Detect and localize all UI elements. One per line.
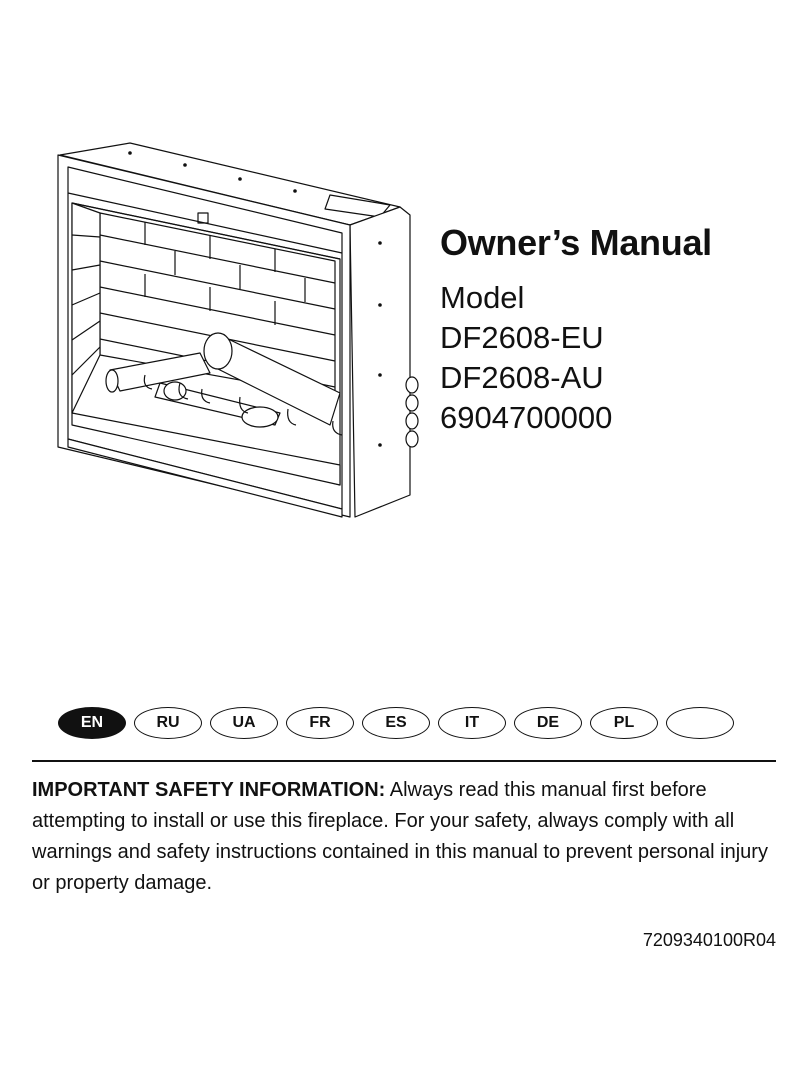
language-tab-en[interactable]: EN xyxy=(58,707,126,739)
model-number: DF2608-AU xyxy=(440,360,604,395)
model-number: 6904700000 xyxy=(440,400,613,435)
language-tab-it[interactable]: IT xyxy=(438,707,506,739)
language-tab-ru[interactable]: RU xyxy=(134,707,202,739)
safety-notice xyxy=(32,775,782,899)
language-tab-fr[interactable]: FR xyxy=(286,707,354,739)
manual-title: Owner’s Manual xyxy=(440,222,712,263)
model-label: Model xyxy=(440,280,525,315)
document-number: 7209340100R04 xyxy=(642,930,776,950)
safety-body: Always read this manual first before attempting to install or use this fireplace. For your safety, always comply with all warnings and safety instructions contained in this manual to prevent personal injury or property damage. xyxy=(32,779,768,894)
language-selector xyxy=(58,707,734,739)
divider xyxy=(32,760,776,762)
language-tab-ua[interactable]: UA xyxy=(210,707,278,739)
model-number: DF2608-EU xyxy=(440,320,604,355)
language-tab-de[interactable]: DE xyxy=(514,707,582,739)
fireplace-insert-illustration xyxy=(50,125,420,525)
safety-heading: IMPORTANT SAFETY INFORMATION: xyxy=(32,779,386,801)
language-tab-pl[interactable]: PL xyxy=(590,707,658,739)
language-tab-es[interactable]: ES xyxy=(362,707,430,739)
title-block xyxy=(440,222,712,438)
language-tab-blank[interactable] xyxy=(666,707,734,739)
